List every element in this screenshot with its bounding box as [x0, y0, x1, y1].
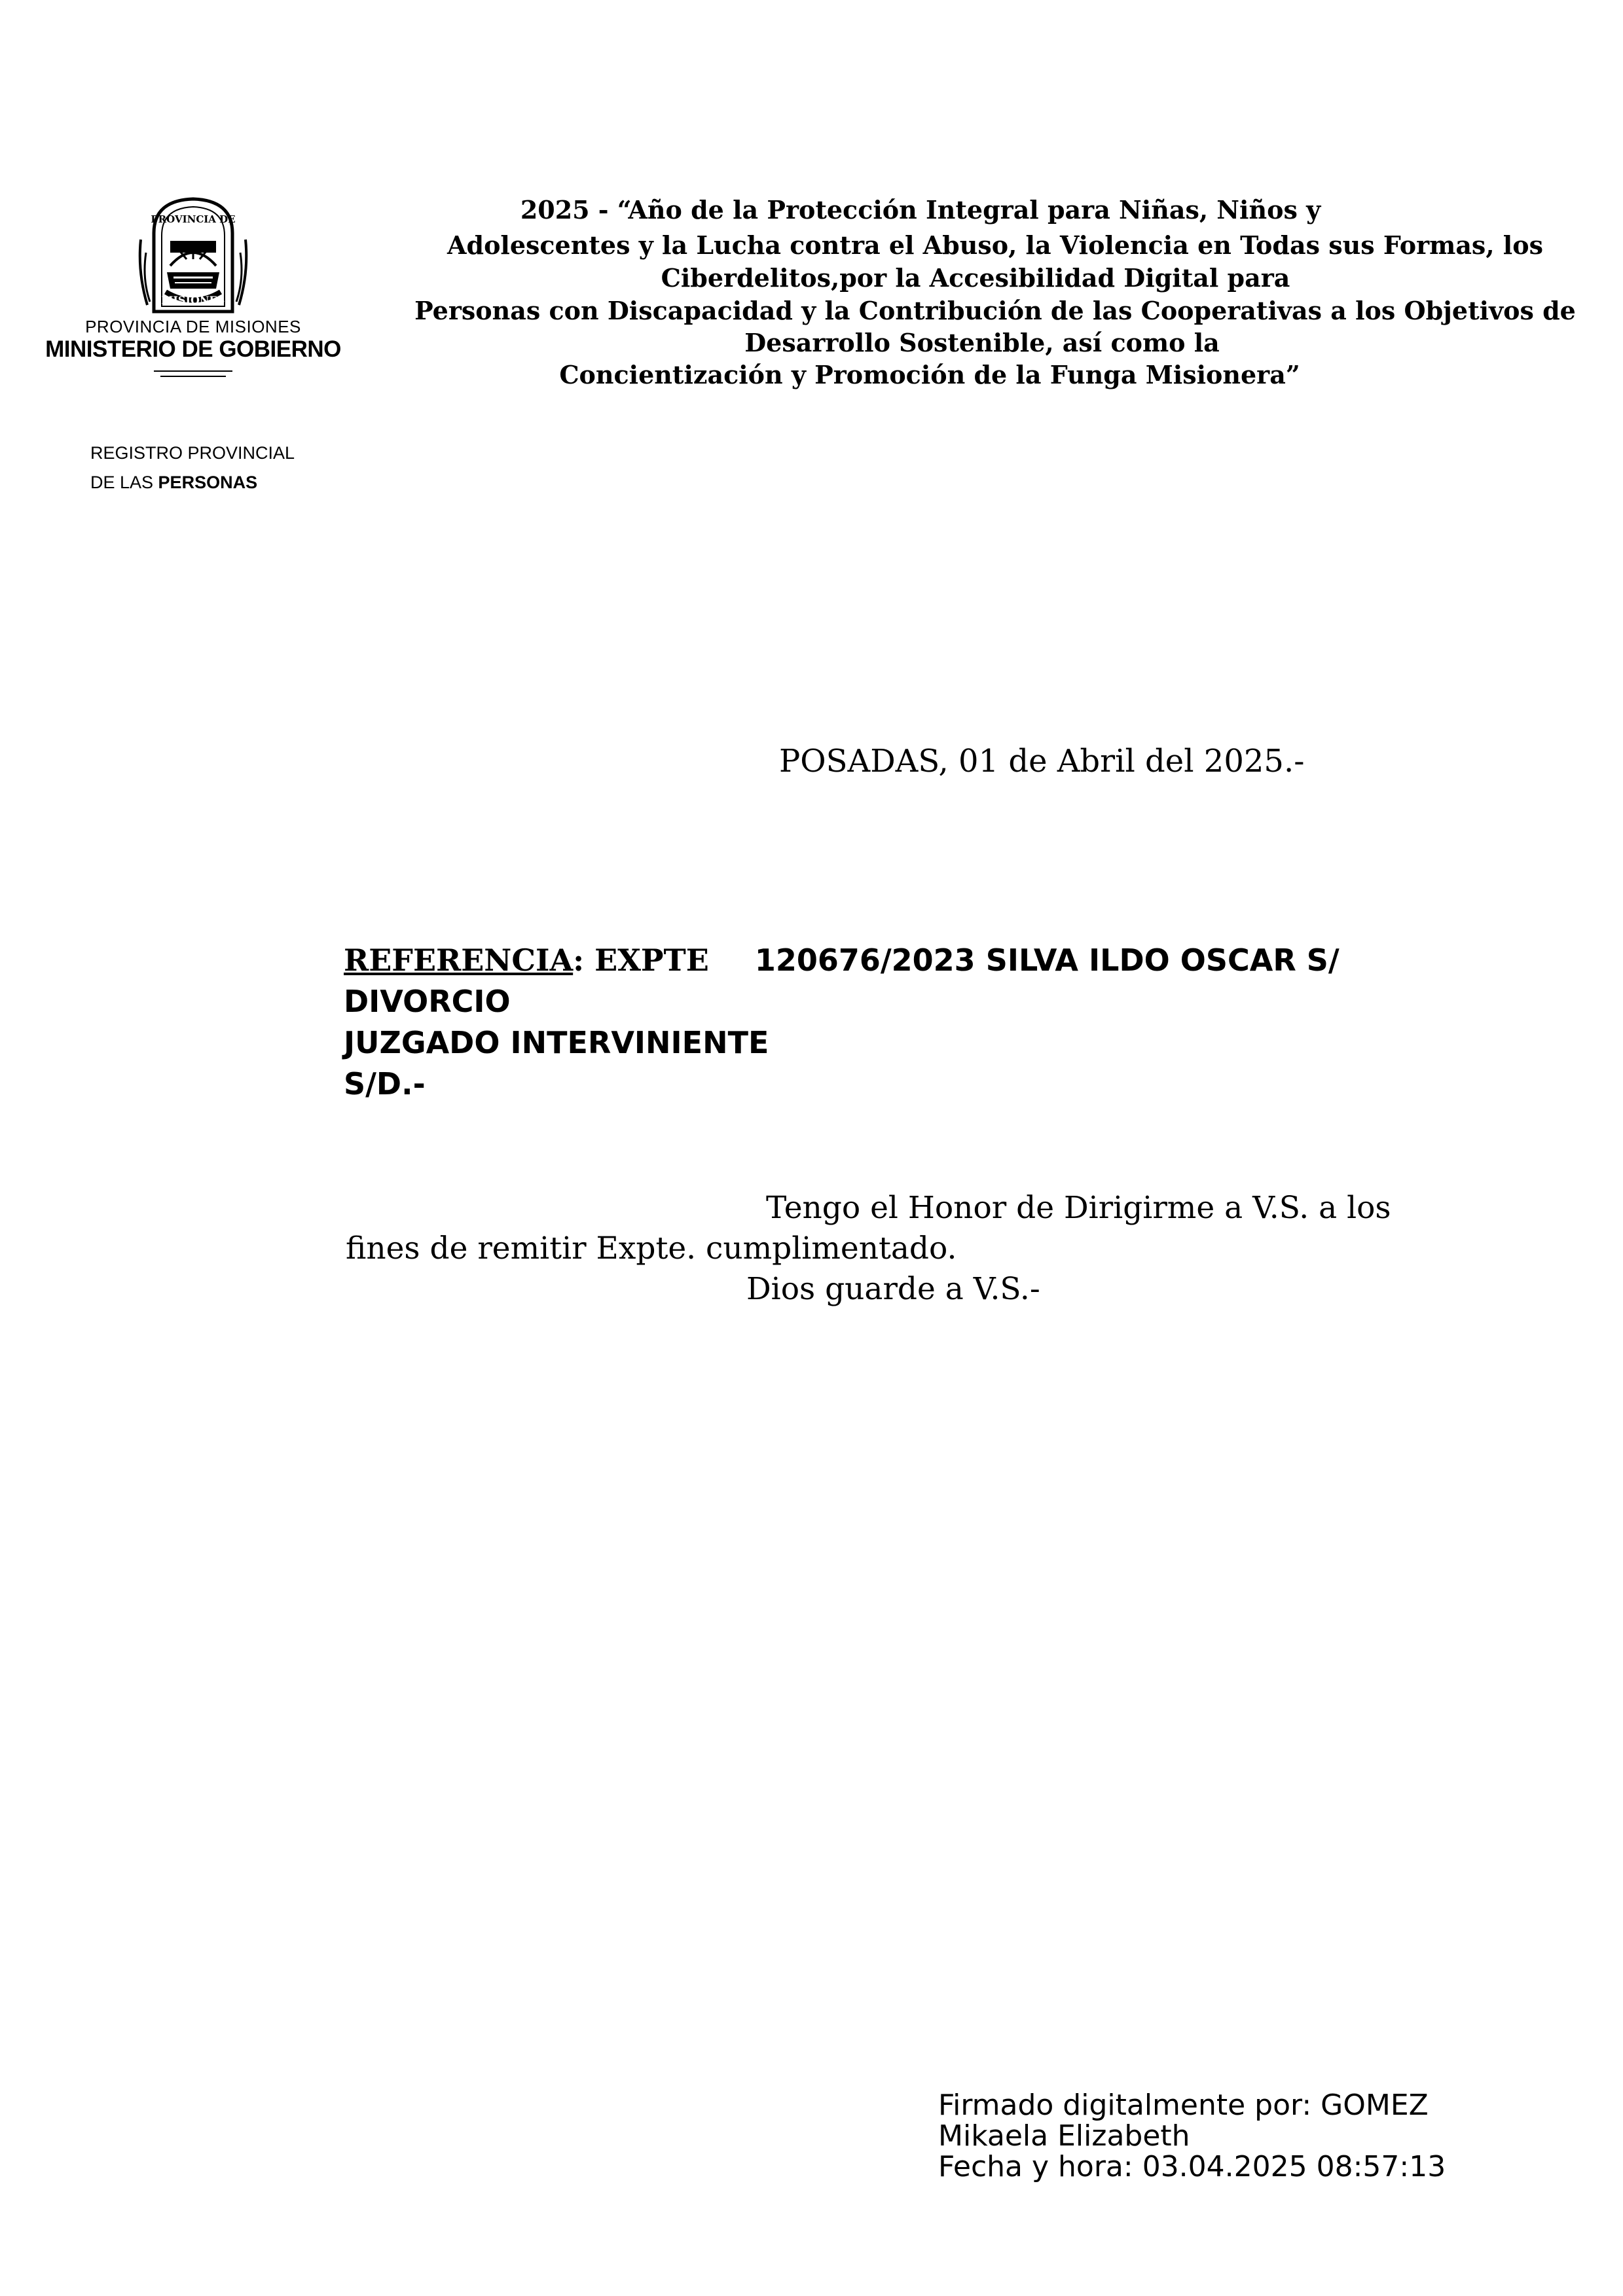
- header-line-2: Adolescentes y la Lucha contra el Abuso, la Violencia en Todas sus Formas, los: [447, 230, 1543, 260]
- office-line-2a: DE LAS: [90, 473, 158, 492]
- body-line-1: Tengo el Honor de Dirigirme a V.S. a los: [766, 1190, 1391, 1226]
- reference-case: 120676/2023 SILVA ILDO OSCAR S/: [754, 942, 1340, 978]
- seal-text-bottom: MISIONES: [161, 294, 225, 306]
- reference-case-cont: DIVORCIO: [344, 984, 511, 1019]
- provincial-seal-icon: [134, 194, 252, 315]
- logo-divider: [154, 370, 232, 372]
- reference-label: REFERENCIA: [344, 942, 574, 978]
- signature-line-1: Firmado digitalmente por: GOMEZ: [938, 2089, 1429, 2122]
- header-line-1: 2025 - “Año de la Protección Integral para Niñas, Niños y: [520, 195, 1321, 224]
- logo-divider: [160, 376, 226, 377]
- header-line-5: Desarrollo Sostenible, así como la: [744, 328, 1220, 357]
- body-line-2: fines de remitir Expte. cumplimentado.: [346, 1230, 957, 1266]
- header-line-6: Concientización y Promoción de la Funga Misionera”: [559, 360, 1300, 389]
- ministry-name: MINISTERIO DE GOBIERNO: [45, 336, 341, 362]
- office-name: [90, 439, 295, 497]
- province-name: PROVINCIA DE MISIONES: [85, 317, 301, 336]
- reference-line: [344, 942, 1340, 978]
- body-line-3: Dios guarde a V.S.-: [746, 1271, 1040, 1307]
- seal-text-top: PROVINCIA DE: [151, 213, 236, 225]
- reference-expte: EXPTE: [584, 942, 709, 978]
- reference-colon: :: [573, 942, 585, 978]
- office-line-2: [90, 468, 295, 497]
- header-line-3: Ciberdelitos,por la Accesibilidad Digital para: [661, 263, 1290, 293]
- office-line-1: REGISTRO PROVINCIAL: [90, 443, 295, 463]
- office-line-2b: PERSONAS: [158, 473, 258, 492]
- court-line: JUZGADO INTERVINIENTE: [344, 1025, 769, 1060]
- date-line: POSADAS, 01 de Abril del 2025.-: [779, 743, 1305, 780]
- ministry-logo: [39, 194, 347, 384]
- sd-line: S/D.-: [344, 1066, 426, 1102]
- signature-line-2: Mikaela Elizabeth: [938, 2119, 1190, 2153]
- signature-line-3: Fecha y hora: 03.04.2025 08:57:13: [938, 2150, 1446, 2183]
- header-line-4: Personas con Discapacidad y la Contribución de las Cooperativas a los Objetivos de: [414, 296, 1576, 325]
